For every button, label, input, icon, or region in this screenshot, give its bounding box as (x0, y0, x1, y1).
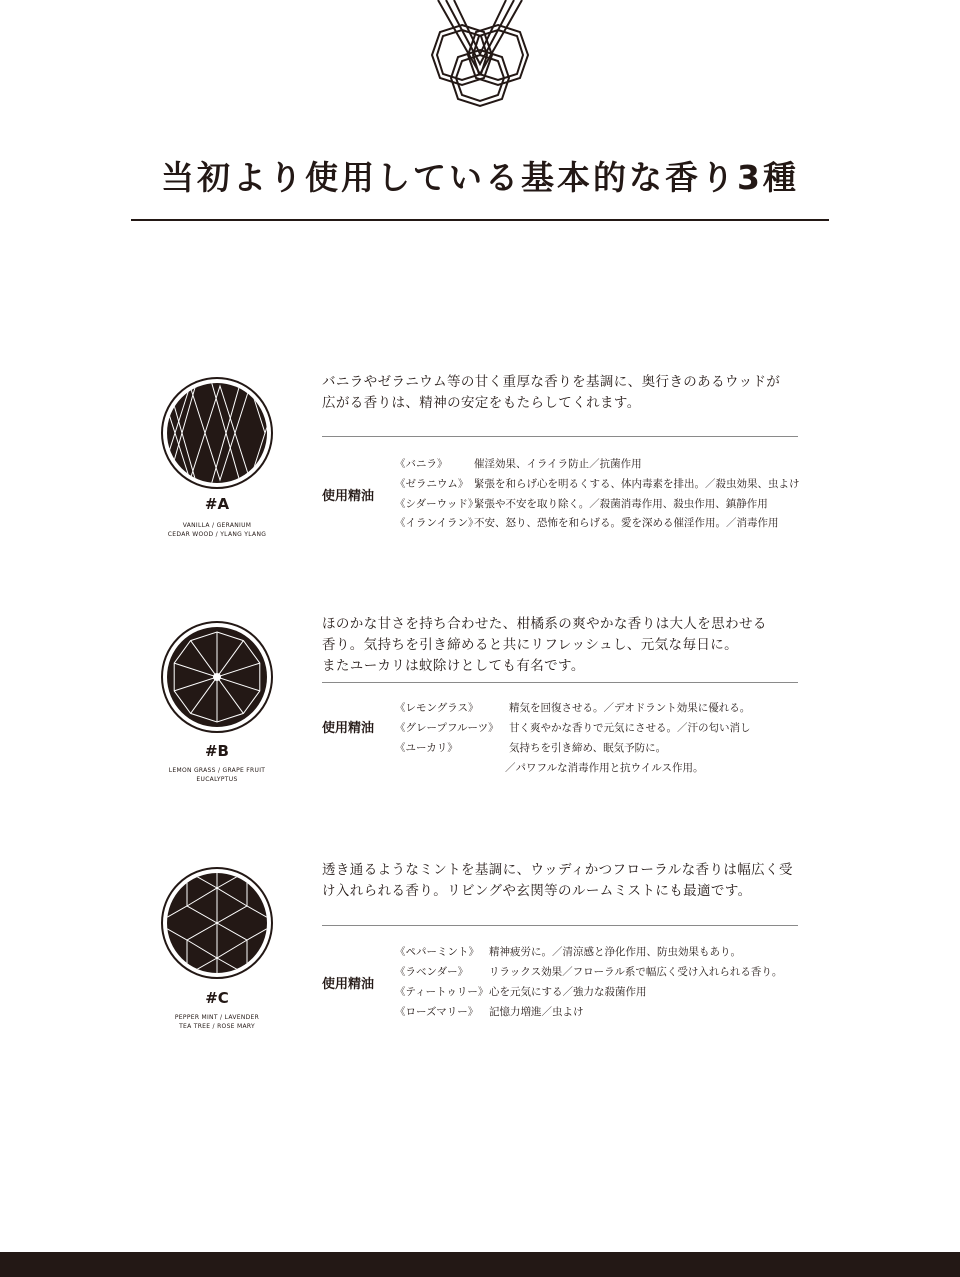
scent-a-emblem-icon (160, 376, 274, 490)
scent-c-description (322, 860, 812, 902)
oil-name: 《イランイラン》 (395, 517, 479, 529)
scent-c-code: #C (205, 989, 229, 1007)
footer-bar (0, 1252, 960, 1277)
oil-name: 《グレープフルーツ》 (395, 722, 499, 734)
scent-b-divider (322, 682, 798, 683)
scent-a-notes-line2: CEDAR WOOD / YLANG YLANG (167, 531, 267, 538)
scent-a-description-line: バニラやゼラニウム等の甘く重厚な香りを基調に、奥行きのあるウッドが (322, 374, 781, 390)
scent-b-oils-label: 使用精油 (322, 721, 375, 736)
scent-b-notes-line1: LEMON GRASS / GRAPE FRUIT (168, 767, 266, 774)
oil-name: 《ラベンダー》 (395, 966, 469, 978)
brand-logo-icon (418, 0, 542, 112)
scent-b-notes (150, 766, 284, 784)
oil-name: 《ティートゥリー》 (395, 986, 489, 998)
scent-c-oils-label: 使用精油 (322, 977, 375, 992)
oil-effect: 甘く爽やかな香りで元気にさせる。／汗の匂い消し (509, 722, 751, 734)
scent-b-notes-line2: EUCALYPTUS (196, 776, 238, 783)
oil-name: 《バニラ》 (395, 458, 448, 470)
oil-effect: 緊張を和らげ心を明るくする、体内毒素を排出。／殺虫効果、虫よけ (474, 478, 800, 490)
oil-effect: 精気を回復させる。／デオドラント効果に優れる。 (509, 702, 751, 714)
scent-c-notes-line2: TEA TREE / ROSE MARY (179, 1023, 255, 1030)
scent-a-divider (322, 436, 798, 437)
oil-name: 《シダーウッド》 (395, 498, 479, 510)
oil-name: 《ゼラニウム》 (395, 478, 469, 490)
oil-effect: 気持ちを引き締め、眠気予防に。 (509, 742, 667, 754)
scent-b-description-line: またユーカリは蚊除けとしても有名です。 (322, 658, 585, 674)
scent-b-description-line: 香り。気持ちを引き締めると共にリフレッシュし、元気な毎日に。 (322, 637, 739, 653)
scent-b-code: #B (204, 742, 229, 760)
scent-c-description-line: け入れられる香り。リビングや玄関等のルームミストにも最適です。 (322, 883, 752, 899)
scent-a-code: #A (204, 495, 230, 513)
oil-name: 《ローズマリー》 (395, 1006, 479, 1018)
scent-b-description (322, 614, 812, 677)
scent-a-notes-line1: VANILLA / GERANIUM (182, 522, 252, 529)
scent-c-notes (150, 1013, 284, 1031)
scent-c-emblem-icon (160, 866, 274, 980)
oil-name: 《ペパーミント》 (395, 946, 479, 958)
oil-effect: 催淫効果、イライラ防止／抗菌作用 (474, 458, 642, 470)
oil-effect: ／パワフルな消毒作用と抗ウイルス作用。 (505, 762, 704, 774)
scent-c-divider (322, 925, 798, 926)
oil-effect: 不安、怒り、恐怖を和らげる。愛を深める催淫作用。／消毒作用 (474, 517, 779, 529)
oil-effect: 緊張や不安を取り除く。／殺菌消毒作用、殺虫作用、鎮静作用 (474, 498, 768, 510)
title-divider (131, 219, 829, 221)
oil-name: 《ユーカリ》 (395, 742, 458, 754)
scent-a-description-line: 広がる香りは、精神の安定をもたらしてくれます。 (322, 395, 641, 411)
oil-name: 《レモングラス》 (395, 702, 479, 714)
scent-a-description (322, 372, 812, 414)
scent-c-description-line: 透き通るようなミントを基調に、ウッディかつフローラルな香りは幅広く受 (322, 862, 793, 878)
scent-b-emblem-icon (160, 620, 274, 734)
page-title: 当初より使用している基本的な香り3種 (161, 158, 799, 197)
scent-a-notes (150, 521, 284, 539)
scent-c-notes-line1: PEPPER MINT / LAVENDER (174, 1014, 260, 1021)
oil-effect: 心を元気にする／強力な殺菌作用 (489, 986, 647, 998)
oil-effect: リラックス効果／フローラル系で幅広く受け入れられる香り。 (489, 966, 783, 978)
scent-a-oils-label: 使用精油 (322, 489, 375, 504)
oil-effect: 記憶力増進／虫よけ (489, 1006, 584, 1018)
oil-effect: 精神疲労に。／清涼感と浄化作用、防虫効果もあり。 (489, 946, 741, 958)
scent-b-description-line: ほのかな甘さを持ち合わせた、柑橘系の爽やかな香りは大人を思わせる (322, 616, 767, 632)
